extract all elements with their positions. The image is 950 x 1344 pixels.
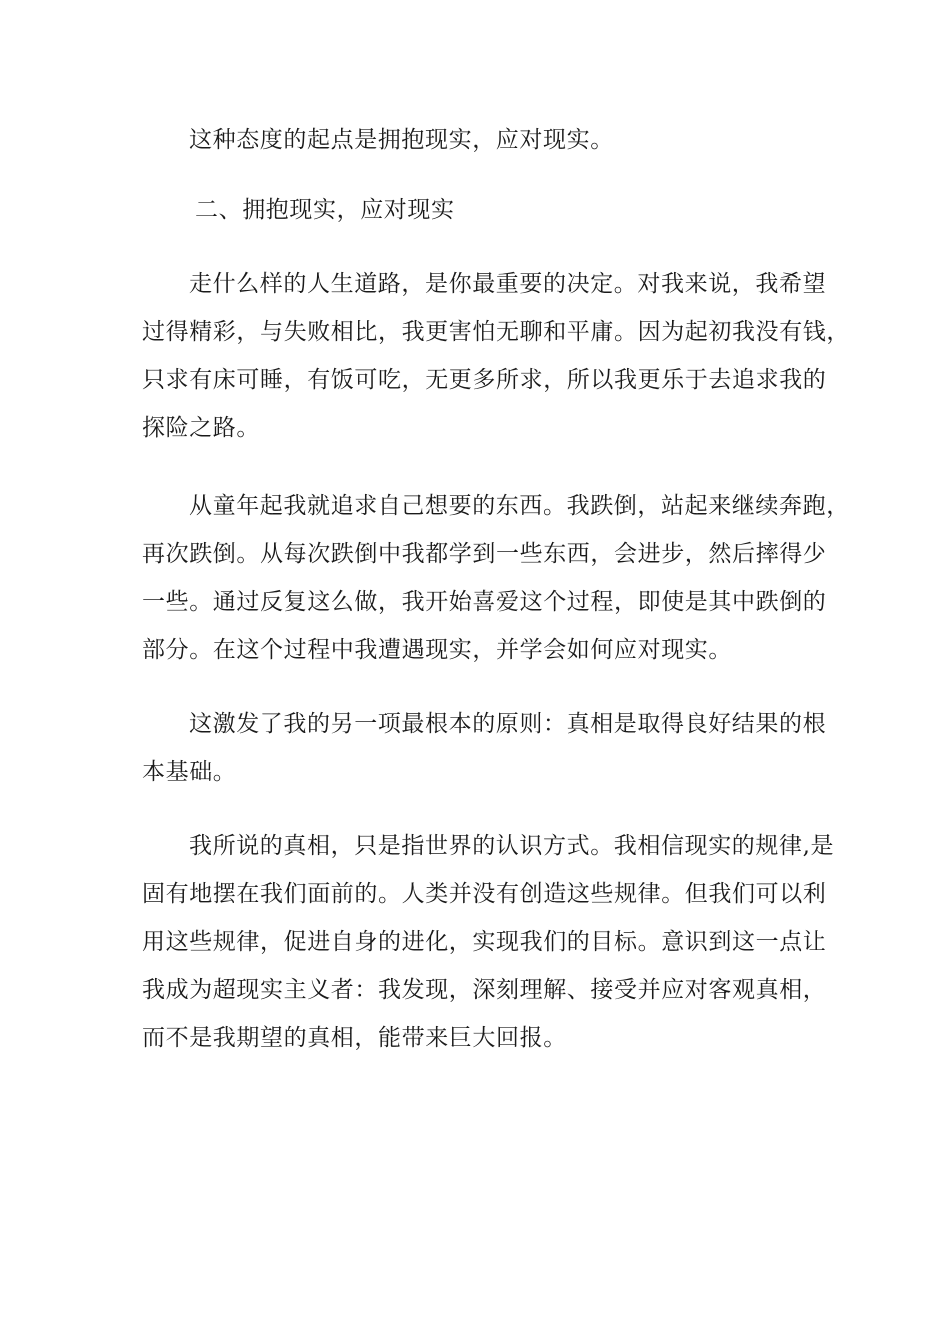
text-line: 这种态度的起点是拥抱现实，应对现实。 [189,127,614,153]
text-line: 部分。在这个过程中我遭遇现实，并学会如何应对现实。 [142,637,732,663]
heading-text: 二、拥抱现实，应对现实 [195,197,455,223]
text-line: 走什么样的人生道路，是你最重要的决定。对我来说，我希望 [189,271,827,297]
paragraph-truth [142,822,835,1062]
text-line: 用这些规律，促进自身的进化，实现我们的目标。意识到这一点让 [142,929,827,955]
text-line: 探险之路。 [142,415,260,441]
paragraph-childhood [142,482,850,674]
text-line: 从童年起我就追求自己想要的东西。我跌倒，站起来继续奔跑， [189,493,850,519]
text-line: 固有地摆在我们面前的。人类并没有创造这些规律。但我们可以利 [142,881,827,907]
text-line: 而不是我期望的真相，能带来巨大回报。 [142,1025,567,1051]
text-line: 这激发了我的另一项最根本的原则：真相是取得良好结果的根 [189,711,827,737]
text-line: 我成为超现实主义者：我发现，深刻理解、接受并应对客观真相， [142,977,827,1003]
text-line: 一些。通过反复这么做，我开始喜爱这个过程，即使是其中跌倒的 [142,589,827,615]
paragraph-intro [142,116,818,164]
section-heading [142,186,818,234]
text-line: 过得精彩，与失败相比，我更害怕无聊和平庸。因为起初我没有钱， [142,319,850,345]
text-line: 我所说的真相，只是指世界的认识方式。我相信现实的规律,是 [189,833,835,859]
paragraph-life-path [142,260,850,452]
text-line: 本基础。 [142,759,237,785]
text-line: 再次跌倒。从每次跌倒中我都学到一些东西，会进步，然后摔得少 [142,541,827,567]
text-line: 只求有床可睡，有饭可吃，无更多所求，所以我更乐于去追求我的 [142,367,827,393]
paragraph-principle [142,700,827,796]
